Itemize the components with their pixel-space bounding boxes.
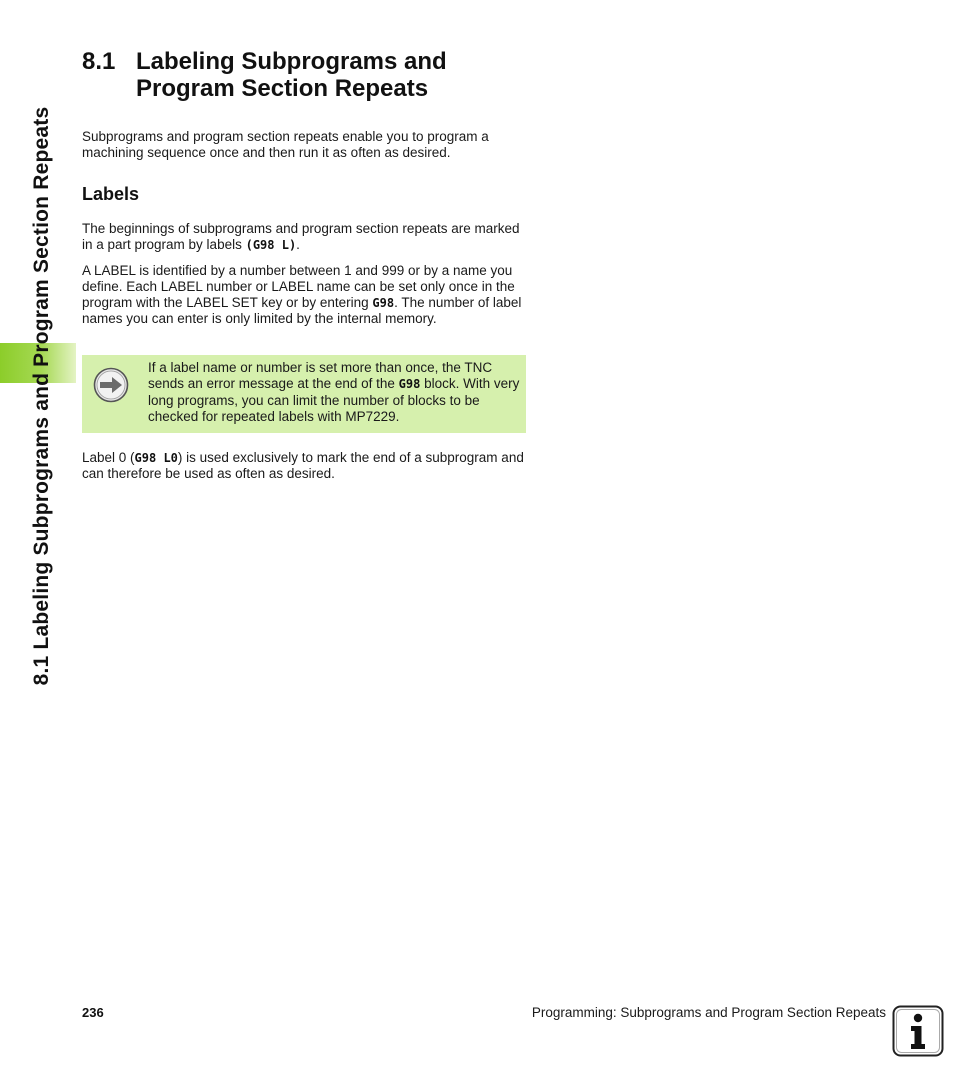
section-number: 8.1 (82, 48, 116, 75)
note-box (82, 355, 526, 433)
page-number: 236 (82, 1005, 104, 1020)
footer-chapter-title: Programming: Subprograms and Program Section Repeats (531, 1005, 886, 1020)
intro-paragraph: Subprograms and program section repeats enable you to program a machining sequence once and then run it as often as desired. (82, 129, 489, 160)
labels-paragraph-3-code: G98 L0 (134, 451, 178, 465)
labels-paragraph-1 (82, 221, 526, 253)
section-title-line-2: Program Section Repeats (136, 75, 429, 102)
arrow-right-icon (93, 367, 129, 403)
labels-paragraph-3 (82, 450, 526, 482)
labels-paragraph-1-end: . (296, 237, 300, 252)
note-code: G98 (398, 377, 421, 392)
running-section-title: 8.1 Labeling Subprograms and Program Section Repeats (30, 106, 53, 686)
labels-paragraph-3-end: ) is used exclusively to mark the end of a subprogram and can therefore be used as often as desired. (82, 450, 524, 481)
section-title (82, 48, 522, 102)
info-icon (892, 1005, 944, 1057)
labels-heading: Labels (82, 184, 140, 204)
section-title-line-1: Labeling Subprograms and (136, 48, 447, 75)
labels-paragraph-2-text: A LABEL is identified by a number between 1 and 999 or by a name you define. Each LABEL number or LABEL name can be set only once in the program with the LABEL SET key or by entering (82, 263, 515, 310)
labels-paragraph-1-text: The beginnings of subprograms and program section repeats are marked in a part program by labels (82, 221, 520, 252)
note-text (148, 360, 520, 425)
labels-paragraph-1-code: (G98 L) (245, 238, 297, 252)
labels-paragraph-2-end: . The number of label names you can enter is only limited by the internal memory. (82, 295, 522, 326)
labels-paragraph-3-text: Label 0 ( (82, 450, 135, 465)
note-text-start: If a label name or number is set more than once, the TNC sends an error message at the end of the (148, 360, 493, 392)
note-text-end: block. With very long programs, you can limit the number of blocks to be checked for repeated labels with MP7229. (148, 376, 520, 424)
labels-paragraph-2-code: G98 (372, 296, 395, 310)
labels-paragraph-2 (82, 263, 526, 327)
